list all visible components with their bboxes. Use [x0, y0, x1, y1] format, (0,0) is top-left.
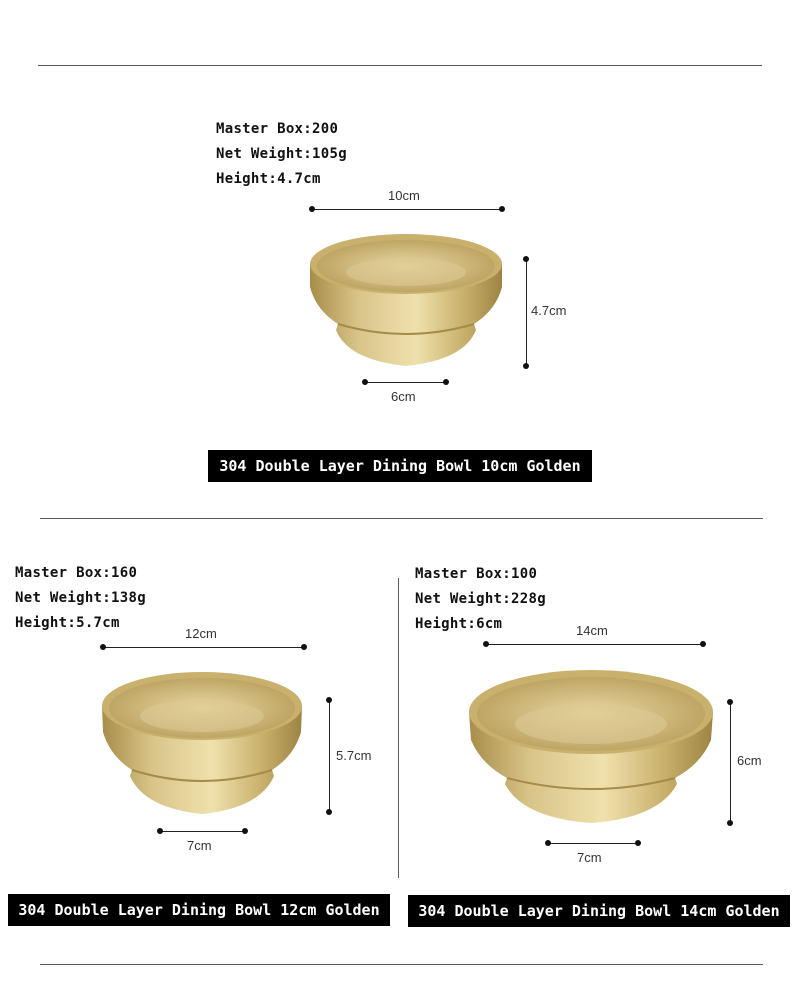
- dimension-dot: [523, 256, 529, 262]
- height-line: [329, 700, 330, 812]
- dimension-dot: [326, 697, 332, 703]
- height-line: [730, 702, 731, 823]
- product-title: 304 Double Layer Dining Bowl 12cm Golden: [8, 894, 390, 926]
- middle-divider: [40, 518, 763, 519]
- dimension-dot: [727, 699, 733, 705]
- dimension-dot: [499, 206, 505, 212]
- master-box-spec: Master Box:200: [216, 121, 339, 137]
- top-diameter-label: 10cm: [388, 188, 420, 203]
- dimension-dot: [362, 379, 368, 385]
- dimension-dot: [443, 379, 449, 385]
- dimension-dot: [523, 363, 529, 369]
- dimension-dot: [483, 641, 489, 647]
- dimension-dot: [727, 820, 733, 826]
- product-title: 304 Double Layer Dining Bowl 14cm Golden: [408, 895, 790, 927]
- base-diameter-line: [548, 843, 638, 844]
- dimension-dot: [545, 840, 551, 846]
- master-box-spec: Master Box:160: [15, 565, 138, 581]
- height-spec: Height:6cm: [415, 616, 503, 632]
- master-box-spec: Master Box:100: [415, 566, 538, 582]
- height-label: 6cm: [737, 753, 762, 768]
- base-diameter-label: 6cm: [391, 389, 416, 404]
- dimension-dot: [635, 840, 641, 846]
- golden-bowl-12cm-image: [100, 670, 304, 818]
- net-weight-spec: Net Weight:138g: [15, 590, 146, 606]
- height-label: 4.7cm: [531, 303, 567, 318]
- height-line: [526, 259, 527, 366]
- base-diameter-label: 7cm: [187, 838, 212, 853]
- top-divider: [38, 65, 762, 66]
- base-diameter-line: [365, 382, 446, 383]
- dimension-dot: [242, 828, 248, 834]
- dimension-dot: [100, 644, 106, 650]
- spec-list: [15, 561, 146, 636]
- golden-bowl-14cm-image: [467, 668, 715, 826]
- net-weight-spec: Net Weight:105g: [216, 146, 347, 162]
- top-diameter-label: 12cm: [185, 626, 217, 641]
- top-diameter-line: [103, 647, 304, 648]
- net-weight-spec: Net Weight:228g: [415, 591, 546, 607]
- dimension-dot: [301, 644, 307, 650]
- dimension-dot: [157, 828, 163, 834]
- dimension-dot: [326, 809, 332, 815]
- spec-list: [415, 562, 546, 637]
- dimension-dot: [700, 641, 706, 647]
- height-label: 5.7cm: [336, 748, 372, 763]
- base-diameter-line: [160, 831, 245, 832]
- top-diameter-line: [486, 644, 703, 645]
- top-diameter-line: [312, 209, 502, 210]
- height-spec: Height:5.7cm: [15, 615, 120, 631]
- product-title: 304 Double Layer Dining Bowl 10cm Golden: [208, 450, 592, 482]
- base-diameter-label: 7cm: [577, 850, 602, 865]
- golden-bowl-10cm-image: [308, 232, 504, 370]
- spec-list: [216, 117, 347, 192]
- bottom-divider: [40, 964, 763, 965]
- dimension-dot: [309, 206, 315, 212]
- top-diameter-label: 14cm: [576, 623, 608, 638]
- height-spec: Height:4.7cm: [216, 171, 321, 187]
- column-divider: [398, 578, 399, 878]
